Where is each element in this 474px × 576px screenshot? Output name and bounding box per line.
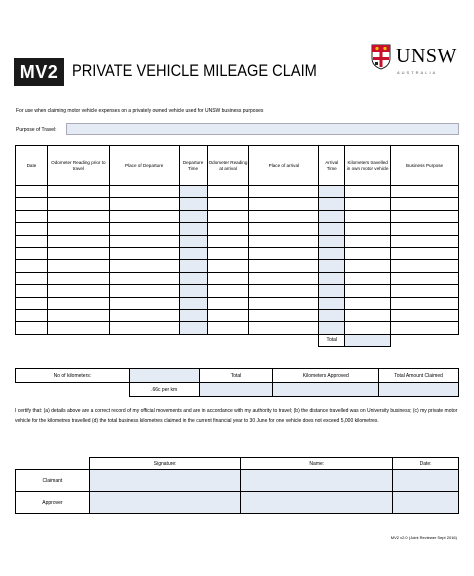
trip-cell[interactable]: [16, 285, 48, 297]
trip-cell[interactable]: [109, 186, 179, 198]
trip-row: [16, 322, 459, 334]
unsw-crest-icon: [371, 44, 391, 70]
trip-cell[interactable]: [207, 322, 249, 334]
trip-cell[interactable]: [319, 223, 345, 235]
trip-cell[interactable]: [391, 223, 459, 235]
trip-cell[interactable]: [207, 297, 249, 309]
total-row-label: Total: [319, 334, 345, 346]
col-place-departure: Place of Departure: [109, 146, 179, 186]
summary-table: [15, 368, 459, 397]
trip-cell[interactable]: [319, 272, 345, 284]
claimant-date-field[interactable]: [393, 470, 459, 492]
trip-cell[interactable]: [207, 285, 249, 297]
trip-cell[interactable]: [319, 322, 345, 334]
trip-row: [16, 260, 459, 272]
trip-cell[interactable]: [345, 272, 391, 284]
claimant-label: Claimant: [16, 470, 90, 492]
trip-cell[interactable]: [16, 309, 48, 321]
form-title: PRIVATE VEHICLE MILEAGE CLAIM: [72, 61, 317, 80]
trip-cell[interactable]: [179, 235, 207, 247]
claimant-name-field[interactable]: [241, 470, 393, 492]
trip-cell[interactable]: [319, 186, 345, 198]
trip-cell[interactable]: [179, 272, 207, 284]
trip-cell[interactable]: [16, 186, 48, 198]
trip-cell[interactable]: [391, 210, 459, 222]
trip-cell[interactable]: [207, 235, 249, 247]
trip-cell[interactable]: [319, 247, 345, 259]
trip-cell[interactable]: [207, 247, 249, 259]
summary-total-field[interactable]: [199, 383, 273, 397]
trip-cell[interactable]: [47, 285, 109, 297]
trip-row: [16, 235, 459, 247]
trip-cell[interactable]: [319, 210, 345, 222]
trip-cell[interactable]: [345, 198, 391, 210]
trip-cell[interactable]: [16, 322, 48, 334]
trip-cell[interactable]: [391, 297, 459, 309]
trip-cell[interactable]: [109, 260, 179, 272]
trip-cell[interactable]: [47, 223, 109, 235]
trip-row: [16, 186, 459, 198]
approver-name-field[interactable]: [241, 492, 393, 514]
trip-table-body: [16, 186, 459, 347]
trip-cell[interactable]: [47, 210, 109, 222]
col-arrival-time: Arrival Time: [319, 146, 345, 186]
no-km-field[interactable]: [129, 369, 199, 383]
trip-cell[interactable]: [249, 210, 319, 222]
trip-cell[interactable]: [345, 186, 391, 198]
trip-cell[interactable]: [319, 198, 345, 210]
claimant-signature-field[interactable]: [89, 470, 241, 492]
trip-cell[interactable]: [207, 186, 249, 198]
approver-date-field[interactable]: [393, 492, 459, 514]
km-approved-label: Kilometers Approved: [273, 369, 379, 383]
form-code-badge: MV2: [14, 58, 64, 86]
trip-cell[interactable]: [16, 260, 48, 272]
trip-cell[interactable]: [249, 186, 319, 198]
certification-statement: I certify that: (a) details above are a correct record of my official movements and are in accordance with my authority to travel; (b) the distance travelled was on University business; (c) my private motor vehicle for the kilometres travelled (d) the total business kilometres claimed in the current financial year to 30 June for one vehicle does not exceed 5,000 kilometres.: [15, 408, 458, 424]
total-amount-label: Total Amount Claimed: [379, 369, 459, 383]
trip-row: [16, 272, 459, 284]
trip-cell[interactable]: [391, 198, 459, 210]
trip-cell[interactable]: [207, 309, 249, 321]
trip-cell[interactable]: [109, 309, 179, 321]
trip-cell[interactable]: [391, 235, 459, 247]
trip-cell[interactable]: [391, 322, 459, 334]
trip-cell[interactable]: [16, 247, 48, 259]
trip-cell[interactable]: [345, 297, 391, 309]
trip-cell[interactable]: [179, 297, 207, 309]
trip-row: [16, 247, 459, 259]
trip-row: [16, 210, 459, 222]
trip-cell[interactable]: [207, 223, 249, 235]
unsw-logo-subtext: AUSTRALIA: [397, 70, 438, 75]
col-kilometers: Kilometers travelled in own motor vehicle: [345, 146, 391, 186]
trip-row: [16, 198, 459, 210]
trip-cell[interactable]: [109, 297, 179, 309]
trip-cell[interactable]: [109, 247, 179, 259]
trip-cell[interactable]: [16, 235, 48, 247]
trip-cell[interactable]: [16, 198, 48, 210]
trip-cell[interactable]: [179, 309, 207, 321]
trip-cell[interactable]: [47, 186, 109, 198]
trip-cell[interactable]: [109, 285, 179, 297]
trip-cell[interactable]: [345, 285, 391, 297]
name-header: Name:: [241, 458, 393, 470]
trip-cell[interactable]: [391, 285, 459, 297]
summary-total-label: Total: [199, 369, 273, 383]
trip-cell[interactable]: [179, 198, 207, 210]
trip-cell[interactable]: [16, 210, 48, 222]
trip-cell[interactable]: [207, 198, 249, 210]
trip-cell[interactable]: [319, 235, 345, 247]
trip-cell[interactable]: [249, 272, 319, 284]
trip-cell[interactable]: [47, 198, 109, 210]
trip-cell[interactable]: [249, 309, 319, 321]
trip-cell[interactable]: [47, 309, 109, 321]
total-km-field[interactable]: [345, 334, 391, 346]
trip-cell[interactable]: [249, 223, 319, 235]
trip-cell[interactable]: [109, 235, 179, 247]
trip-cell[interactable]: [179, 322, 207, 334]
trip-row: [16, 223, 459, 235]
trip-cell[interactable]: [391, 260, 459, 272]
trip-cell[interactable]: [179, 285, 207, 297]
total-row: [16, 334, 459, 346]
trip-cell[interactable]: [249, 285, 319, 297]
trip-cell[interactable]: [345, 322, 391, 334]
trip-cell[interactable]: [109, 210, 179, 222]
trip-cell[interactable]: [47, 260, 109, 272]
trip-cell[interactable]: [179, 223, 207, 235]
trip-cell[interactable]: [16, 272, 48, 284]
trip-row: [16, 297, 459, 309]
trip-cell[interactable]: [249, 198, 319, 210]
approver-label: Approver: [16, 492, 90, 514]
trip-cell[interactable]: [16, 223, 48, 235]
signoff-table: [15, 457, 459, 514]
trip-cell[interactable]: [207, 272, 249, 284]
trip-cell[interactable]: [249, 247, 319, 259]
signature-header: Signature:: [89, 458, 241, 470]
trip-cell[interactable]: [391, 186, 459, 198]
trip-cell[interactable]: [345, 210, 391, 222]
trip-cell[interactable]: [391, 247, 459, 259]
trip-cell[interactable]: [319, 285, 345, 297]
trip-cell[interactable]: [345, 260, 391, 272]
trip-cell[interactable]: [47, 247, 109, 259]
intro-text: For use when claiming motor vehicle expenses on a privately owned vehicle used for UNSW business purposes: [16, 108, 264, 114]
trip-cell[interactable]: [109, 272, 179, 284]
col-odometer-arrival: Odometer Reading at arrival: [207, 146, 249, 186]
trip-cell[interactable]: [207, 260, 249, 272]
form-version-code: MV2 v2.0 (Joint Reviewer Sept 2016): [390, 535, 457, 540]
purpose-label: Purpose of Travel:: [16, 127, 57, 133]
trip-cell[interactable]: [391, 272, 459, 284]
trip-cell[interactable]: [47, 322, 109, 334]
approver-signature-field[interactable]: [89, 492, 241, 514]
trip-cell[interactable]: [345, 309, 391, 321]
trip-table-header: [16, 146, 459, 186]
trip-cell[interactable]: [345, 235, 391, 247]
trip-cell[interactable]: [207, 210, 249, 222]
signoff-header-row: [16, 458, 459, 470]
trip-row: [16, 309, 459, 321]
trip-cell[interactable]: [47, 297, 109, 309]
trip-cell[interactable]: [249, 322, 319, 334]
trip-cell[interactable]: [345, 223, 391, 235]
trip-cell[interactable]: [179, 210, 207, 222]
trip-cell[interactable]: [345, 247, 391, 259]
trip-cell[interactable]: [47, 272, 109, 284]
trip-cell[interactable]: [319, 260, 345, 272]
trip-cell[interactable]: [249, 297, 319, 309]
col-place-arrival: Place of arrival: [249, 146, 319, 186]
col-date: Date: [16, 146, 48, 186]
trip-cell[interactable]: [47, 235, 109, 247]
trip-cell[interactable]: [179, 186, 207, 198]
summary-value-row: [16, 383, 459, 397]
trip-cell[interactable]: [16, 297, 48, 309]
trip-cell[interactable]: [109, 198, 179, 210]
no-km-label: No of kilometers:: [16, 369, 130, 383]
trip-cell[interactable]: [109, 322, 179, 334]
trip-cell[interactable]: [179, 247, 207, 259]
trip-cell[interactable]: [319, 297, 345, 309]
trip-table: [15, 145, 459, 347]
claimant-row: [16, 470, 459, 492]
trip-cell[interactable]: [179, 260, 207, 272]
rate-per-km: .66c per km: [129, 383, 199, 397]
approver-row: [16, 492, 459, 514]
col-business-purpose: Business Purpose: [391, 146, 459, 186]
trip-cell[interactable]: [319, 309, 345, 321]
trip-cell[interactable]: [249, 260, 319, 272]
trip-cell[interactable]: [391, 309, 459, 321]
total-amount-field[interactable]: [379, 383, 459, 397]
col-odometer-prior: Odometer Reading prior to travel: [47, 146, 109, 186]
km-approved-field[interactable]: [273, 383, 379, 397]
trip-cell[interactable]: [249, 235, 319, 247]
summary-label-row: [16, 369, 459, 383]
trip-cell[interactable]: [109, 223, 179, 235]
date-header: Date:: [393, 458, 459, 470]
trip-row: [16, 285, 459, 297]
col-departure-time: Departure Time: [179, 146, 207, 186]
purpose-of-travel-field[interactable]: [66, 123, 459, 135]
unsw-logo-text: UNSW: [396, 45, 457, 67]
